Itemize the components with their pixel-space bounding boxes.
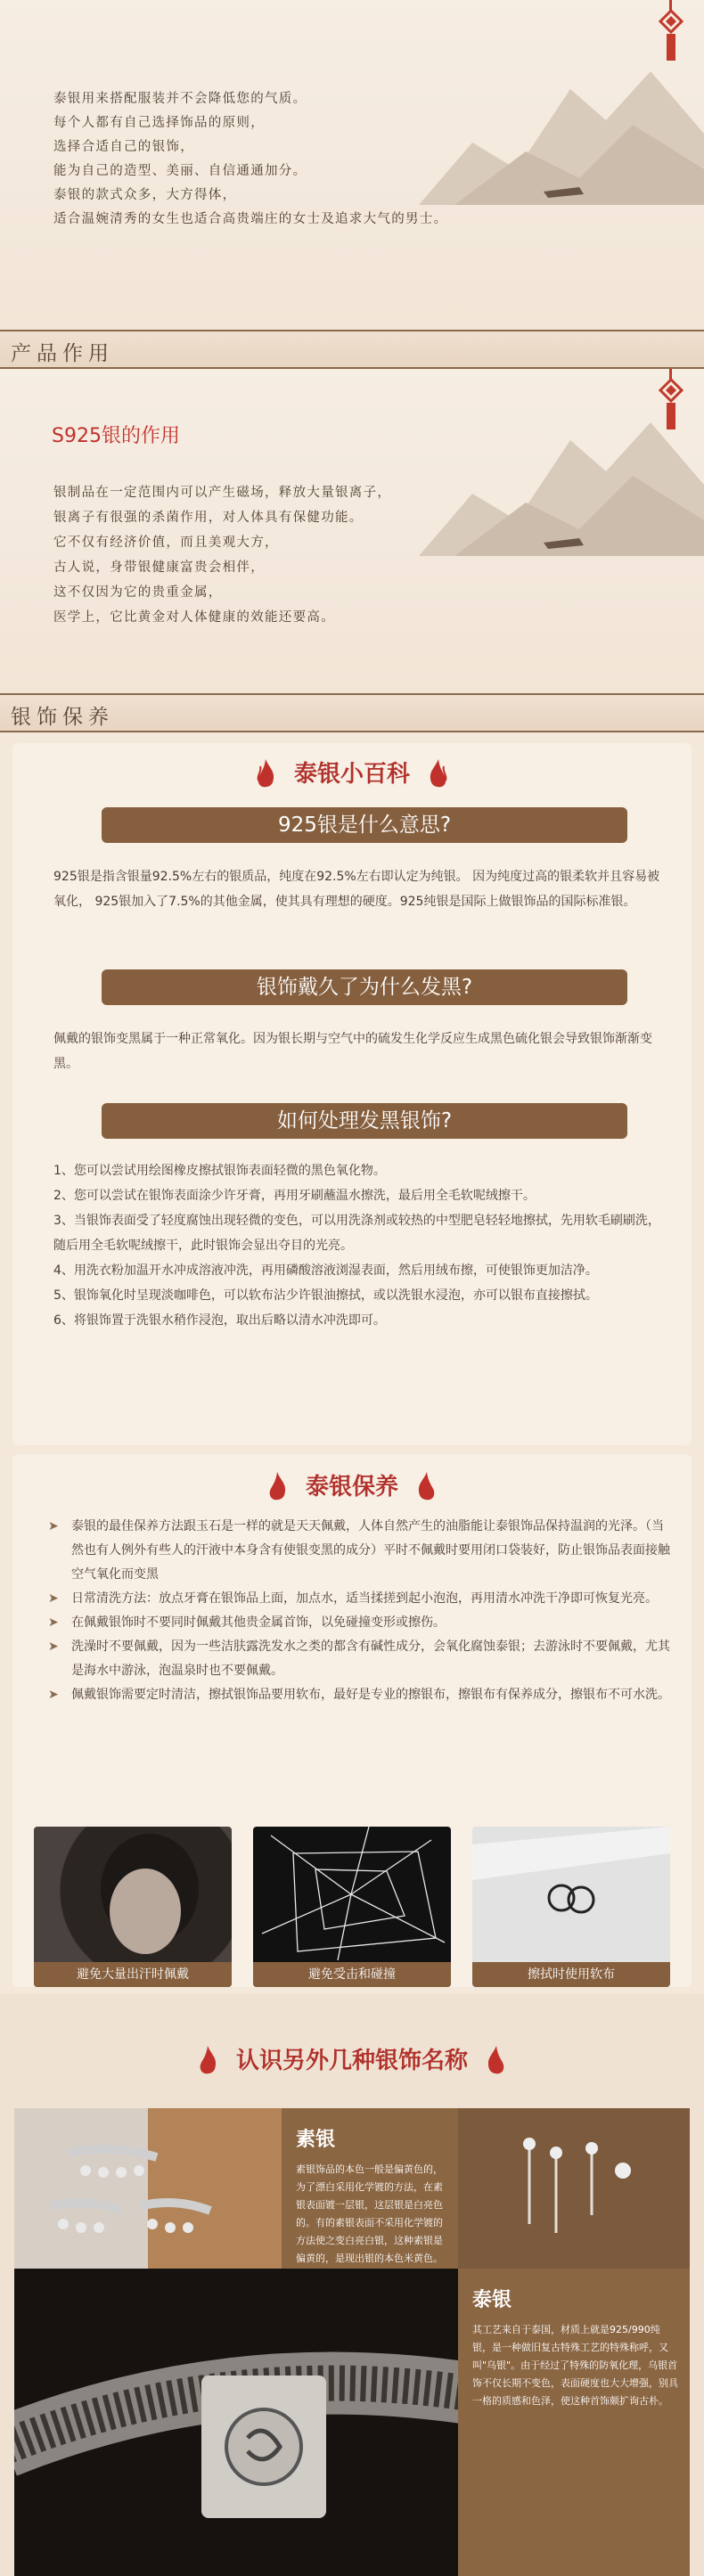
card-title: 泰银: [472, 2289, 512, 2311]
intro-paragraph: [53, 87, 447, 232]
chinese-knot-icon: [654, 0, 688, 62]
arrow-icon: ➤: [48, 1591, 59, 1606]
rings-on-cloth: [472, 1827, 670, 1962]
answer-2: 佩戴的银饰变黑属于一种正常氧化。因为银长期与空气中的硫发生化学反应生成黑色硫化银会导致银饰渐渐变黑。: [53, 1032, 652, 1071]
section-bar-silver-care: [0, 693, 704, 732]
list-item: 2、您可以尝试在银饰表面涂少许牙膏，再用牙刷蘸温水擦洗，最后用全毛软呢绒擦干。: [53, 1189, 536, 1203]
photo-thai-silver-bracelet: [14, 2269, 458, 2576]
list-item: [48, 1611, 672, 1635]
list-item: 4、用洗衣粉加温开水冲成溶液冲洗，再用磷酸溶液浏湿表面，然后用绒布擦，可使银饰更加洁净。: [53, 1263, 598, 1278]
list-item: [48, 1683, 672, 1707]
photo-soft-cloth: [472, 1827, 670, 1987]
photo-caption: 擦拭时使用软布: [472, 1962, 670, 1987]
intro-line: 泰银用来搭配服装并不会降低您的气质。: [53, 92, 307, 106]
names-grid: [14, 2108, 690, 2576]
care-heading: [12, 1468, 692, 1504]
flame-icon: [253, 759, 278, 791]
card-text: 其工艺来自于泰国，材质上就是925/990纯银，是一种做旧复古特殊工艺的特殊称呼，又叫"乌银"。由于经过了特殊的防氧化理，乌银首饰不仅长期不变色，表面硬度也大大增强，别具一格的质感和色泽，使这种首饰颇扩询古朴。: [472, 2324, 678, 2407]
photo-tassel-earrings: [458, 2108, 690, 2269]
intro-line: 能为自己的造型、美丽、自信通通加分。: [53, 164, 307, 178]
flame-icon: [265, 1472, 290, 1504]
cracked-glass: [253, 1827, 451, 1962]
intro-line: 适合温婉清秀的女生也适合高贵端庄的女士及追求大气的男士。: [53, 212, 448, 226]
arrow-icon: ➤: [48, 1519, 59, 1533]
s925-paragraph: [53, 480, 391, 630]
arrow-icon: ➤: [48, 1688, 59, 1702]
wiki-heading-text: 泰银小百科: [293, 761, 410, 788]
card-thai-silver: [458, 2269, 690, 2576]
bracelet-image: [14, 2269, 458, 2576]
section-bar-label: 银饰保养: [11, 706, 114, 729]
list-item: 1、您可以尝试用绘图橡皮擦拭银饰表面轻微的黑色氧化物。: [53, 1164, 386, 1178]
care-panel: [12, 1454, 692, 1987]
photo-sweat: [34, 1827, 232, 1987]
care-heading-text: 泰银保养: [305, 1474, 398, 1501]
card-plain-silver: [282, 2108, 458, 2269]
photo-caption: 避免受击和碰撞: [253, 1962, 451, 1987]
answer-3-list: [53, 1158, 668, 1333]
photo-plain-silver-earrings: [14, 2108, 282, 2269]
care-list: [48, 1515, 672, 1707]
s925-title: S925银的作用: [52, 425, 180, 447]
s925-section: [0, 369, 704, 695]
intro-line: 选择合适自己的银饰，: [53, 140, 194, 154]
s925-line: 医学上，它比黄金对人体健康的效能还要高。: [53, 610, 335, 625]
care-text: 泰银的最佳保养方法跟玉石是一样的就是天天佩戴，人体自然产生的油脂能让泰银饰品保持温润的光泽。（当然也有人例外有些人的汗液中本身含有使银变黑的成分）平时不佩戴时要用闭口袋装好，防止银饰品表面接触空气氧化而变黑: [71, 1519, 670, 1582]
person-silhouette: [34, 1827, 232, 1962]
question-bar-1: 925银是什么意思?: [102, 807, 627, 843]
care-text: 洗澡时不要佩戴，因为一些洁肤露洗发水之类的都含有碱性成分，会氧化腐蚀泰银；去游泳时不要佩戴，尤其是海水中游泳，泡温泉时也不要佩戴。: [71, 1640, 670, 1678]
care-text: 日常清洗方法：放点牙膏在银饰品上面，加点水，适当揉搓到起小泡泡，再用清水冲洗干净即可恢复光亮。: [71, 1591, 658, 1606]
wiki-panel: [12, 743, 692, 1445]
question-bar-2: 银饰戴久了为什么发黑?: [102, 969, 627, 1005]
question-bar-3: 如何处理发黑银饰?: [102, 1103, 627, 1139]
list-item: 5、银饰氧化时呈现淡咖啡色，可以软布沾少许银油擦拭，或以洗银水浸泡，亦可以银布直接擦拭。: [53, 1288, 598, 1303]
card-title: 素银: [296, 2129, 336, 2151]
list-item: 3、当银饰表面受了轻度腐蚀出现轻微的变色，可以用洗涤剂或较热的中型肥皂轻轻地擦拭，先用软毛刷刷洗，随后用全毛软呢绒擦干，此时银饰会显出夺目的光亮。: [53, 1214, 660, 1253]
card-text: 素银饰品的本色一般是偏黄色的，为了漂白采用化学镀的方法，在素银表面镀一层银，这层银是白亮色的。有的素银表面不采用化学镀的方法使之变白亮白银，这种素银是偏黄的，是现出银的本色米黄色。: [296, 2163, 443, 2264]
photo-caption: 避免大量出汗时佩戴: [34, 1962, 232, 1987]
s925-line: 这不仅因为它的贵重金属，: [53, 585, 223, 600]
chinese-knot-icon: [654, 369, 688, 431]
care-text: 在佩戴银饰时不要同时佩戴其他贵金属首饰，以免碰撞变形或擦伤。: [71, 1615, 446, 1630]
list-item: [48, 1587, 672, 1611]
s925-line: 古人说，身带银健康富贵会相伴，: [53, 560, 265, 575]
wiki-heading: [12, 756, 692, 791]
list-item: [48, 1515, 672, 1587]
care-text: 佩戴银饰需要定时清洁，擦拭银饰品要用软布，最好是专业的擦银布，擦银布有保养成分，擦银布不可水洗。: [71, 1688, 670, 1702]
section-bar-label: 产品作用: [11, 342, 114, 365]
photo-impact: [253, 1827, 451, 1987]
answer-1: 925银是指含银量92.5%左右的银质品，纯度在92.5%左右即认定为纯银。 因为纯度过高的银柔软并且容易被氧化， 925银加入了7.5%的其他金属，使其具有理想的硬度。925纯银是国际上做银饰品的国际标准银。: [53, 870, 660, 909]
s925-line: 它不仅有经济价值，而且美观大方，: [53, 536, 279, 550]
tassel-earrings-image: [458, 2108, 690, 2269]
names-heading: [0, 2042, 704, 2078]
arrow-icon: ➤: [48, 1615, 59, 1630]
list-item: 6、将银饰置于洗银水稍作浸泡，取出后略以清水冲洗即可。: [53, 1313, 386, 1328]
flame-icon: [195, 2046, 220, 2078]
flame-icon: [426, 759, 451, 791]
section-bar-product-use: [0, 330, 704, 369]
s925-line: 银制品在一定范围内可以产生磁场，释放大量银离子，: [53, 486, 392, 500]
intro-line: 泰银的款式众多，大方得体，: [53, 188, 237, 202]
arrow-icon: ➤: [48, 1640, 59, 1654]
intro-section: [0, 0, 704, 346]
intro-line: 每个人都有自己选择饰品的原则，: [53, 116, 265, 130]
s925-line: 银离子有很强的杀菌作用，对人体具有保健功能。: [53, 511, 364, 525]
earrings-image: [14, 2108, 282, 2269]
flame-icon: [484, 2046, 509, 2078]
list-item: [48, 1635, 672, 1683]
names-heading-text: 认识另外几种银饰名称: [235, 2048, 468, 2074]
flame-icon: [414, 1472, 439, 1504]
